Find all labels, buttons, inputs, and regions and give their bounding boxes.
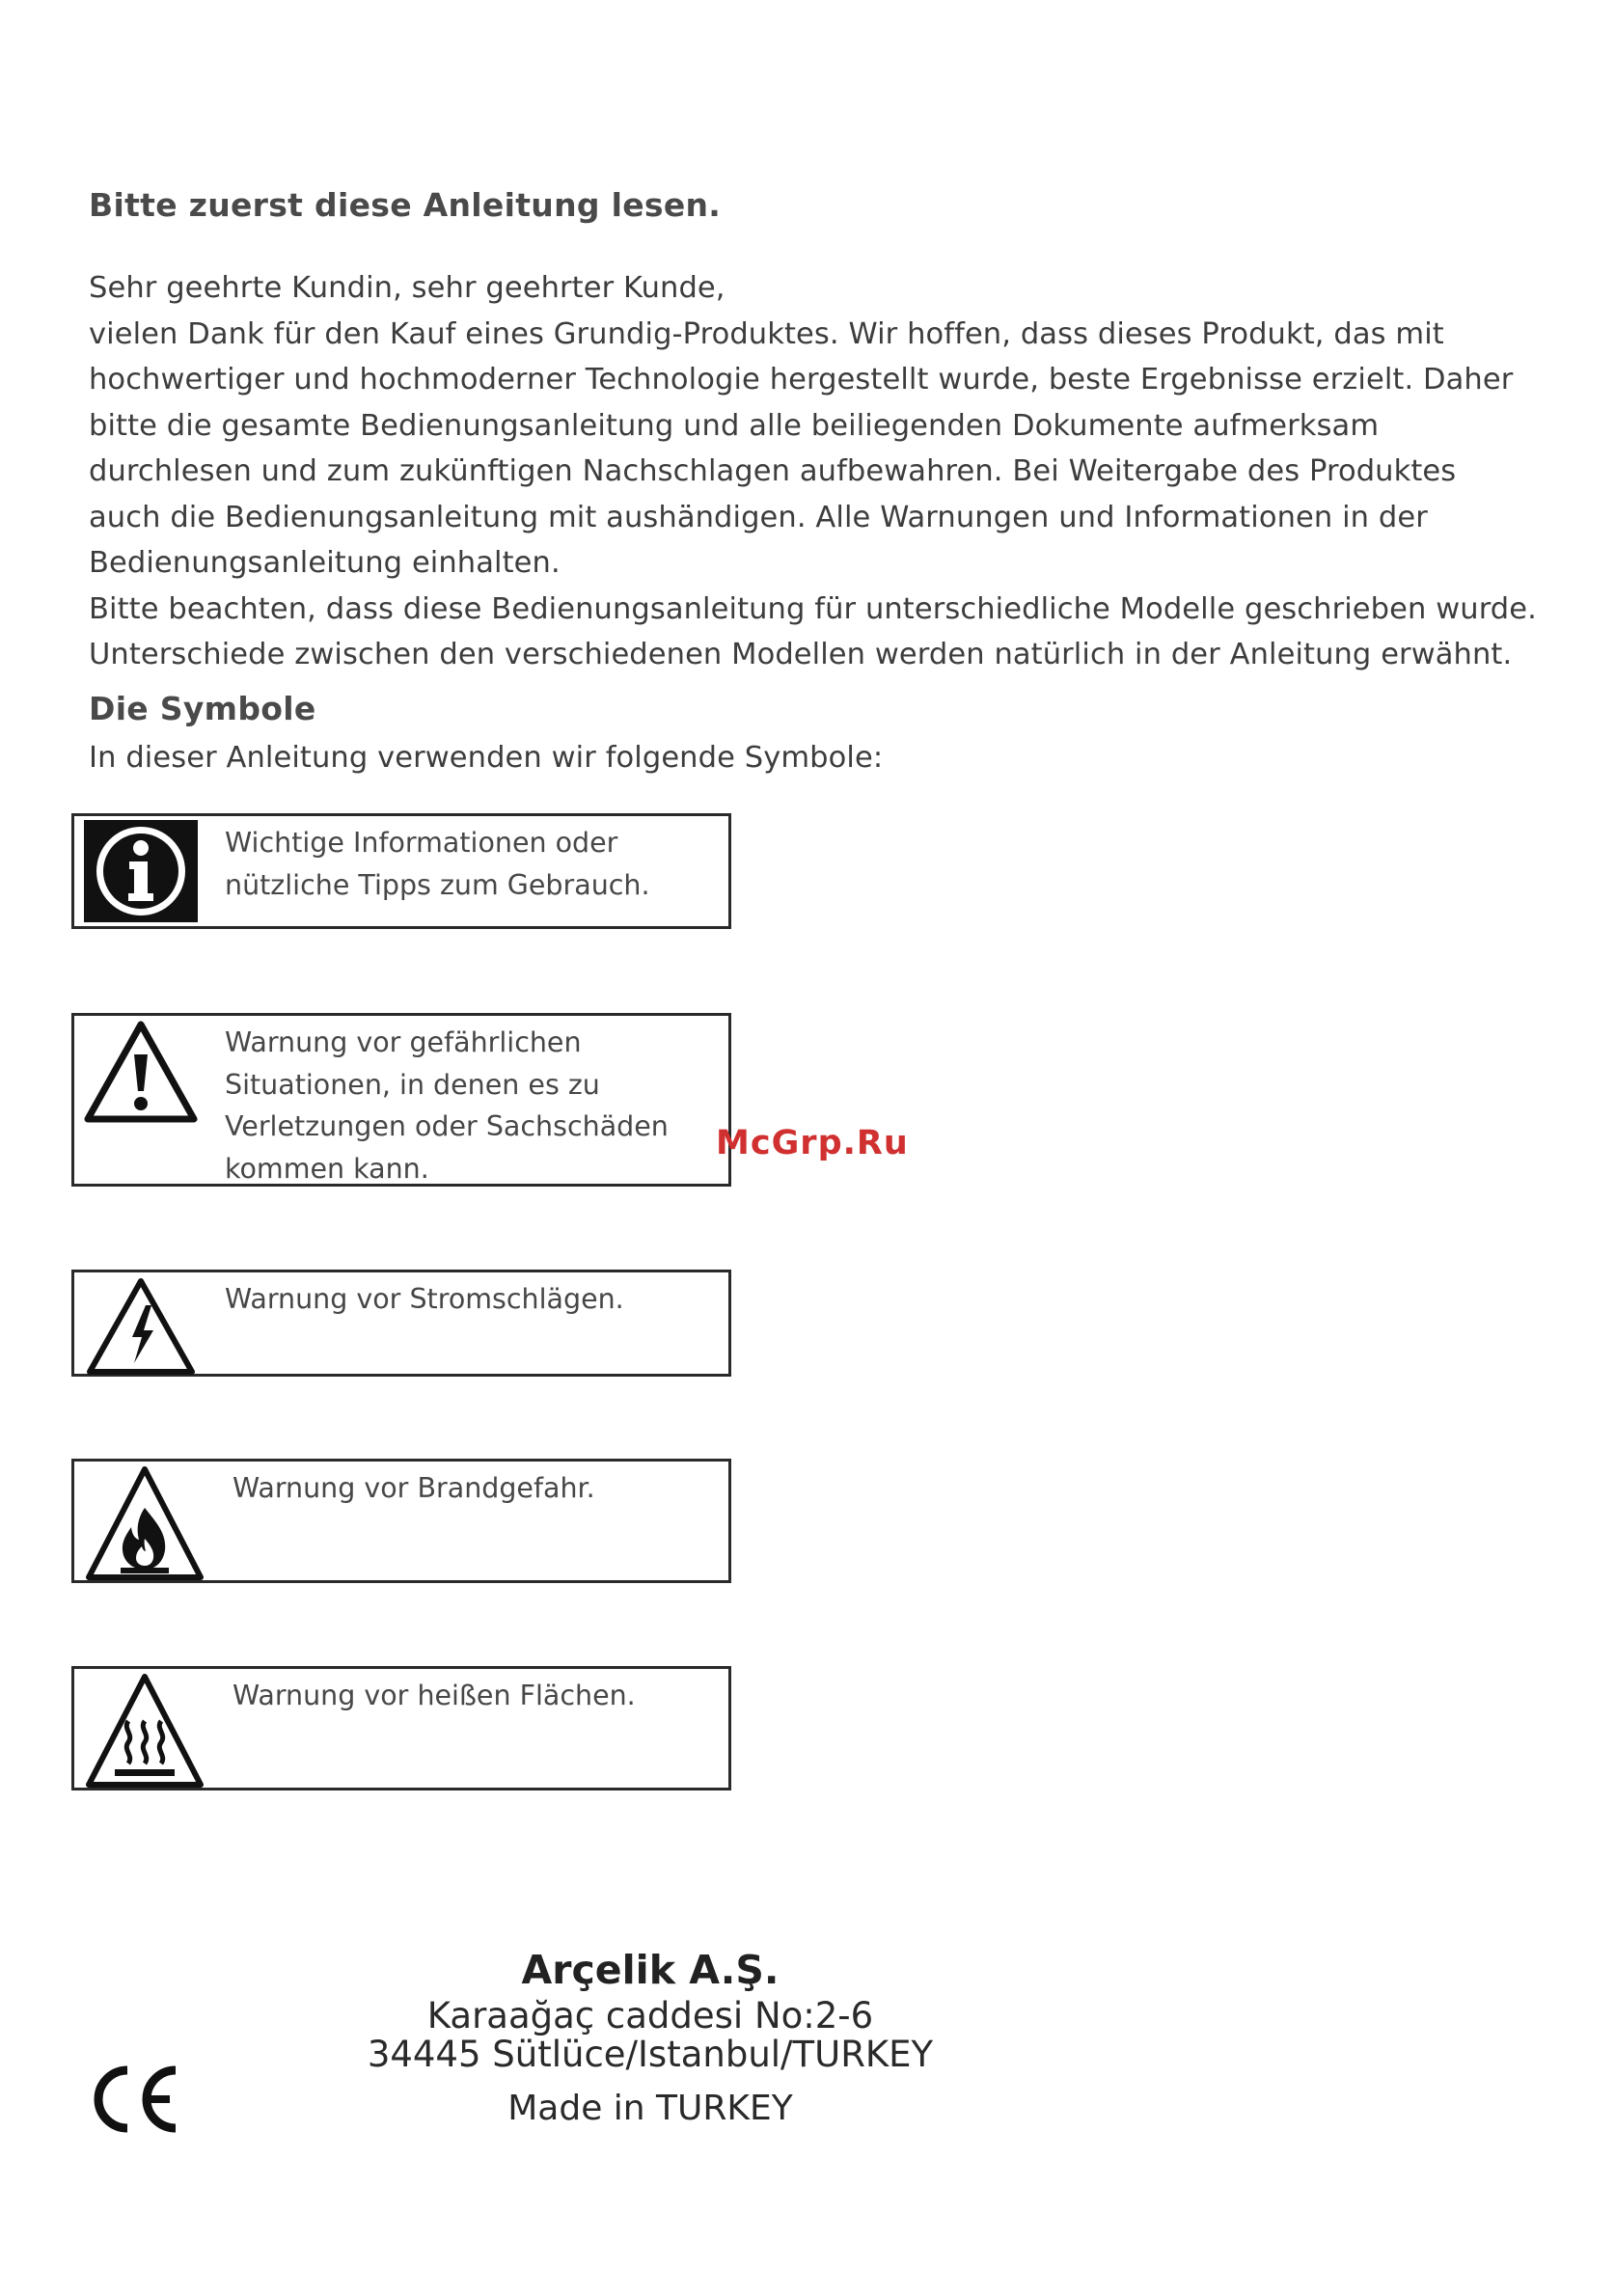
symbol-text-electric [225,1278,717,1321]
hot-surface-icon [84,1673,205,1790]
symbol-text-line: Warnung vor heißen Flächen. [233,1680,636,1711]
intro-line: bitte die gesamte Bedienungsanleitung und alle beiliegenden Dokumente aufmerksam [89,408,1380,443]
symbol-text-line: Warnung vor Brandgefahr. [233,1472,595,1504]
watermark: McGrp.Ru [716,1124,909,1162]
page-title: Bitte zuerst diese Anleitung lesen. [89,186,722,224]
intro-line: durchlesen und zum zukünftigen Nachschlagen aufbewahren. Bei Weitergabe des Produktes [89,454,1457,488]
manufacturer-city: 34445 Sütlüce/Istanbul/TURKEY [367,2034,934,2075]
symbol-text-line: nützliche Tipps zum Gebrauch. [225,868,650,901]
symbol-text-line: Warnung vor gefährlichen [225,1026,582,1058]
symbol-text-info [225,822,717,906]
info-icon [84,820,198,922]
symbol-text-fire [233,1467,725,1510]
intro-text [89,265,1594,678]
symbols-intro: In dieser Anleitung verwenden wir folgende Symbole: [89,741,884,775]
intro-line: hochwertiger und hochmoderner Technologie hergestellt wurde, beste Ergebnisse erzielt. Daher [89,363,1514,396]
intro-line: Unterschiede zwischen den verschiedenen Modellen werden natürlich in der Anleitung erwähnt. [89,638,1513,671]
manufacturer-street: Karaağaç caddesi No:2-6 [426,1995,874,2036]
intro-line: Bitte beachten, dass diese Bedienungsanleitung für unterschiedliche Modelle geschrieben wurde. [89,591,1537,626]
symbol-box-hot-surface [71,1666,731,1790]
manufacturer-company: Arçelik A.Ş. [521,1947,780,1993]
fire-hazard-icon [84,1465,205,1583]
symbol-text-line: Situationen, in denen es zu [225,1068,600,1101]
symbol-box-fire [71,1459,731,1583]
ce-mark-icon [87,2063,183,2136]
symbol-text-line: Wichtige Informationen oder [225,827,618,859]
symbol-text-line: Verletzungen oder Sachschäden [225,1110,669,1142]
warning-icon [84,1020,198,1126]
intro-line: Bedienungsanleitung einhalten. [89,546,561,580]
intro-line: auch die Bedienungsanleitung mit aushändigen. Alle Warnungen und Informationen in der [89,500,1428,534]
symbols-heading: Die Symbole [89,690,316,727]
intro-line: vielen Dank für den Kauf eines Grundig-Produktes. Wir hoffen, dass dieses Produkt, das mit [89,316,1444,351]
symbol-box-warning [71,1013,731,1187]
symbol-text-line: kommen kann. [225,1152,429,1185]
symbol-box-electric [71,1270,731,1377]
intro-line: Sehr geehrte Kundin, sehr geehrter Kunde, [89,271,725,305]
made-in-label: Made in TURKEY [507,2089,793,2128]
electric-shock-icon [84,1276,198,1377]
symbol-text-line: Warnung vor Stromschlägen. [225,1283,624,1315]
symbol-text-warning [225,1022,717,1189]
symbol-box-info [71,813,731,929]
symbol-text-hot-surface [233,1675,725,1717]
